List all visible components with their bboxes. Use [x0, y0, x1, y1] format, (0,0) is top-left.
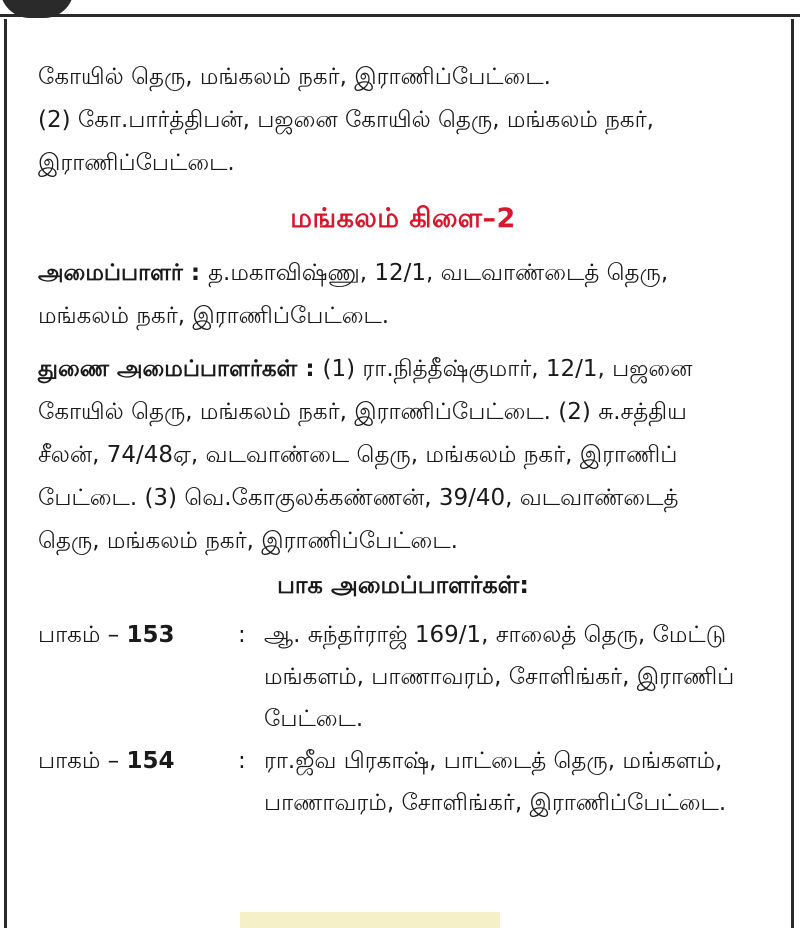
entry-label-prefix: பாகம் –	[38, 748, 127, 774]
entry-line-3: பேட்டை.	[264, 706, 364, 732]
entry-line-1: ஆ. சுந்தர்ராஜ் 169/1, சாலைத் தெரு, மேட்டு	[264, 622, 727, 648]
top-strip	[0, 0, 800, 18]
bottom-highlight	[240, 912, 500, 928]
document-body	[38, 56, 768, 824]
deputy-label: துணை அமைப்பாளர்கள்	[38, 356, 298, 382]
entry-label-prefix: பாகம் –	[38, 622, 127, 648]
entry-text	[264, 614, 768, 740]
list-item	[38, 614, 768, 740]
organiser-line-2: மங்கலம் நகர், இராணிப்பேட்டை.	[38, 303, 390, 329]
entry-colon: :	[238, 622, 246, 648]
list-item	[38, 740, 768, 824]
entry-label	[38, 614, 238, 740]
deputy-line-3: சீலன், 74/48ஏ, வடவாண்டை தெரு, மங்கலம் நகர், இராணிப்	[38, 442, 678, 468]
deputy-line-5: தெரு, மங்கலம் நகர், இராணிப்பேட்டை.	[38, 528, 458, 554]
deputy-text-1: (1) ரா.நித்தீஷ்குமார், 12/1, பஜனை	[322, 356, 693, 382]
intro-line-1: கோயில் தெரு, மங்கலம் நகர், இராணிப்பேட்டை.	[38, 64, 551, 90]
top-border	[0, 14, 800, 17]
entry-number: 154	[126, 748, 175, 774]
section-heading: பாக அமைப்பாளர்கள்:	[277, 571, 529, 599]
entry-colon: :	[238, 748, 246, 774]
organiser-label: அமைப்பாளர்	[38, 260, 183, 286]
organiser-line-1	[38, 252, 768, 295]
spacer	[38, 338, 768, 348]
entry-line-2: மங்களம், பாணாவரம், சோளிங்கர், இராணிப்	[264, 664, 735, 690]
intro-line-2: (2) கோ.பார்த்திபன், பஜனை கோயில் தெரு, மங்கலம் நகர்,	[38, 107, 654, 133]
deputy-line-4: பேட்டை. (3) வெ.கோகுலக்கண்ணன், 39/40, வடவாண்டைத்	[38, 485, 679, 511]
organiser-paragraph	[38, 252, 768, 338]
organiser-sep: :	[182, 260, 209, 286]
entry-text	[264, 740, 768, 824]
entry-line-2: பாணாவரம், சோளிங்கர், இராணிப்பேட்டை.	[264, 790, 727, 816]
deputy-line-1	[38, 348, 768, 391]
deputy-sep: :	[297, 356, 323, 382]
deputy-line-2: கோயில் தெரு, மங்கலம் நகர், இராணிப்பேட்டை. (2) சு.சத்திய	[38, 399, 687, 425]
branch-heading: மங்கலம் கிளை–2	[290, 203, 516, 234]
entry-number: 153	[126, 622, 175, 648]
entry-line-1: ரா.ஜீவ பிரகாஷ், பாட்டைத் தெரு, மங்களம்,	[264, 748, 723, 774]
deputy-paragraph	[38, 348, 768, 563]
entry-label	[38, 740, 238, 824]
intro-line-3: இராணிப்பேட்டை.	[38, 150, 235, 176]
organiser-text-1: த.மகாவிஷ்ணு, 12/1, வடவாண்டைத் தெரு,	[208, 260, 669, 286]
intro-paragraph	[38, 56, 768, 185]
